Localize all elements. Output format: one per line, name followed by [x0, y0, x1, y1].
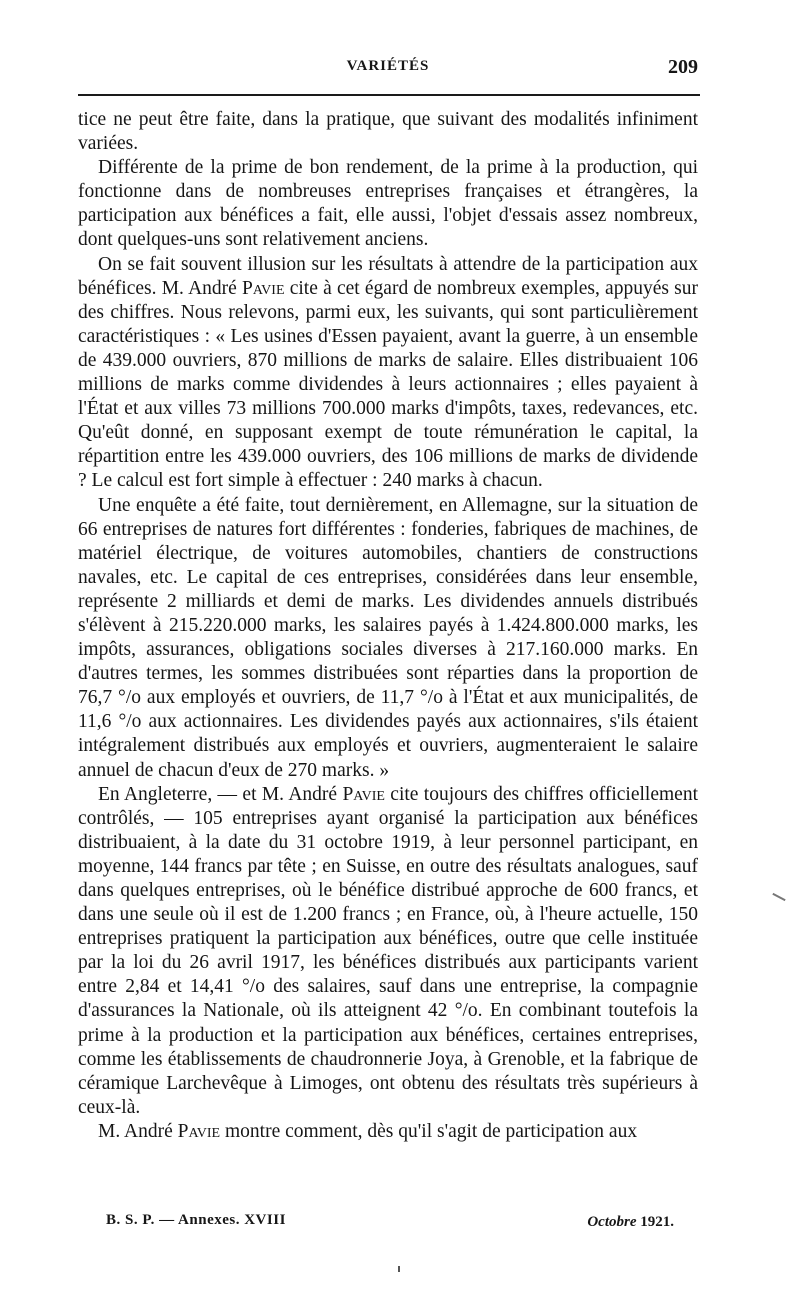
- page-number: 209: [668, 56, 698, 78]
- running-title: VARIÉTÉS: [346, 58, 430, 74]
- article-body: [78, 108, 698, 1144]
- footer-year: 1921.: [640, 1214, 674, 1230]
- paragraph-p5: [78, 783, 698, 1120]
- footer-publication: B. S. P. — Annexes. XVIII: [106, 1212, 286, 1228]
- author-name: Pavie: [177, 1120, 221, 1142]
- paragraph-text: cite toujours des chiffres officiellement contrôlés, — 105 entreprises ayant organisé la participation aux bénéfices distribuaient, à la date du 31 octobre 1919, à leur personnel participant, en moyenne, 144 francs par tête ; en Suisse, en outre des résultats analogues, sauf dans quelques entreprises, où le bénéfice distribué approche de 600 francs, et dans une seule où il est de 1.200 francs ; en France, où, à l'heure actuelle, 150 entreprises pratiquent la participation aux bénéfices, outre que celle instituée par la loi du 26 avril 1917, les bénéfices distribués aux participants varient entre 2,84 et 14,41 °/o des salaires, sauf dans une entreprise, la compagnie d'assurances la Nationale, où ils atteignent 42 °/o. En combinant toutefois la prime à la production et la participation aux bénéfices, certaines entreprises, comme les établissements de chaudronnerie Joya, à Grenoble, et la fabrique de céramique Larchevêque à Limoges, ont obtenu des résultats très supérieurs à ceux-là.: [78, 783, 698, 1118]
- paragraph-text: tice ne peut être faite, dans la pratique, que suivant des modalités infiniment variées.: [78, 109, 698, 155]
- paragraph-text: Différente de la prime de bon rendement, de la prime à la production, qui fonctionne dans de nombreuses entreprises françaises et étrangères, la participation aux bénéfices a fait, elle aussi, l'objet d'essais assez nombreux, dont quelques-uns sont relativement anciens.: [78, 157, 698, 251]
- page-footer: [78, 1212, 698, 1238]
- paragraph-p4: [78, 494, 698, 783]
- author-name: Pavie: [342, 783, 385, 805]
- paragraph-text: M. André: [98, 1120, 178, 1142]
- paragraph-text: Une enquête a été faite, tout dernièrement, en Allemagne, sur la situation de 66 entreprises de natures fort différentes : fonderies, fabriques de machines, de matériel électrique, de voitures automobiles, chantiers de constructions navales, etc. Le capital de ces entreprises, considérées dans leur ensemble, représente 2 milliards et demi de marks. Les dividendes annuels distribués s'élèvent à 215.220.000 marks, les salaires payés à 1.424.800.000 marks, les impôts, assurances, obligations sociales diverses à 217.160.000 marks. En d'autres termes, les sommes distribuées sont réparties dans la proportion de 76,7 °/o aux employés et ouvriers, de 11,7 °/o à l'État et aux municipalités, de 11,6 °/o aux actionnaires. Les dividendes payés aux actionnaires, s'ils étaient intégralement distribués aux employés et ouvriers, augmenteraient le salaire annuel de chacun d'eux de 270 marks. »: [78, 494, 698, 781]
- running-header: [78, 56, 698, 86]
- paragraph-p1: [78, 108, 698, 156]
- bottom-mark: [398, 1266, 400, 1272]
- paragraph-text: On se fait souvent illusion sur les résultats à attendre de la participation aux bénéfices. M. André: [78, 253, 698, 299]
- footer-month: Octobre: [587, 1214, 637, 1230]
- paragraph-p3: [78, 253, 698, 494]
- header-rule: [78, 94, 700, 96]
- paragraph-p6: [78, 1120, 698, 1144]
- paragraph-text: montre comment, dès qu'il s'agit de participation aux: [220, 1120, 638, 1142]
- paragraph-p2: [78, 156, 698, 252]
- paragraph-text: En Angleterre, — et M. André: [98, 783, 343, 805]
- margin-mark: [772, 893, 785, 901]
- paragraph-text: cite à cet égard de nombreux exemples, appuyés sur des chiffres. Nous relevons, parmi eux, les suivants, qui sont particulièrement caractéristiques : « Les usines d'Essen payaient, avant la guerre, à un ensemble de 439.000 ouvriers, 870 millions de marks de salaire. Elles distribuaient 106 millions de marks comme dividendes à leurs actionnaires ; elles payaient à l'État et aux villes 73 millions 700.000 marks d'impôts, taxes, redevances, etc. Qu'eût donné, en supposant exempt de toute rémunération le capital, la répartition entre les 439.000 ouvriers, des 106 millions de marks de dividende ? Le calcul est fort simple à effectuer : 240 marks à chacun.: [78, 277, 698, 492]
- author-name: Pavie: [242, 277, 285, 299]
- footer-date: [587, 1214, 674, 1231]
